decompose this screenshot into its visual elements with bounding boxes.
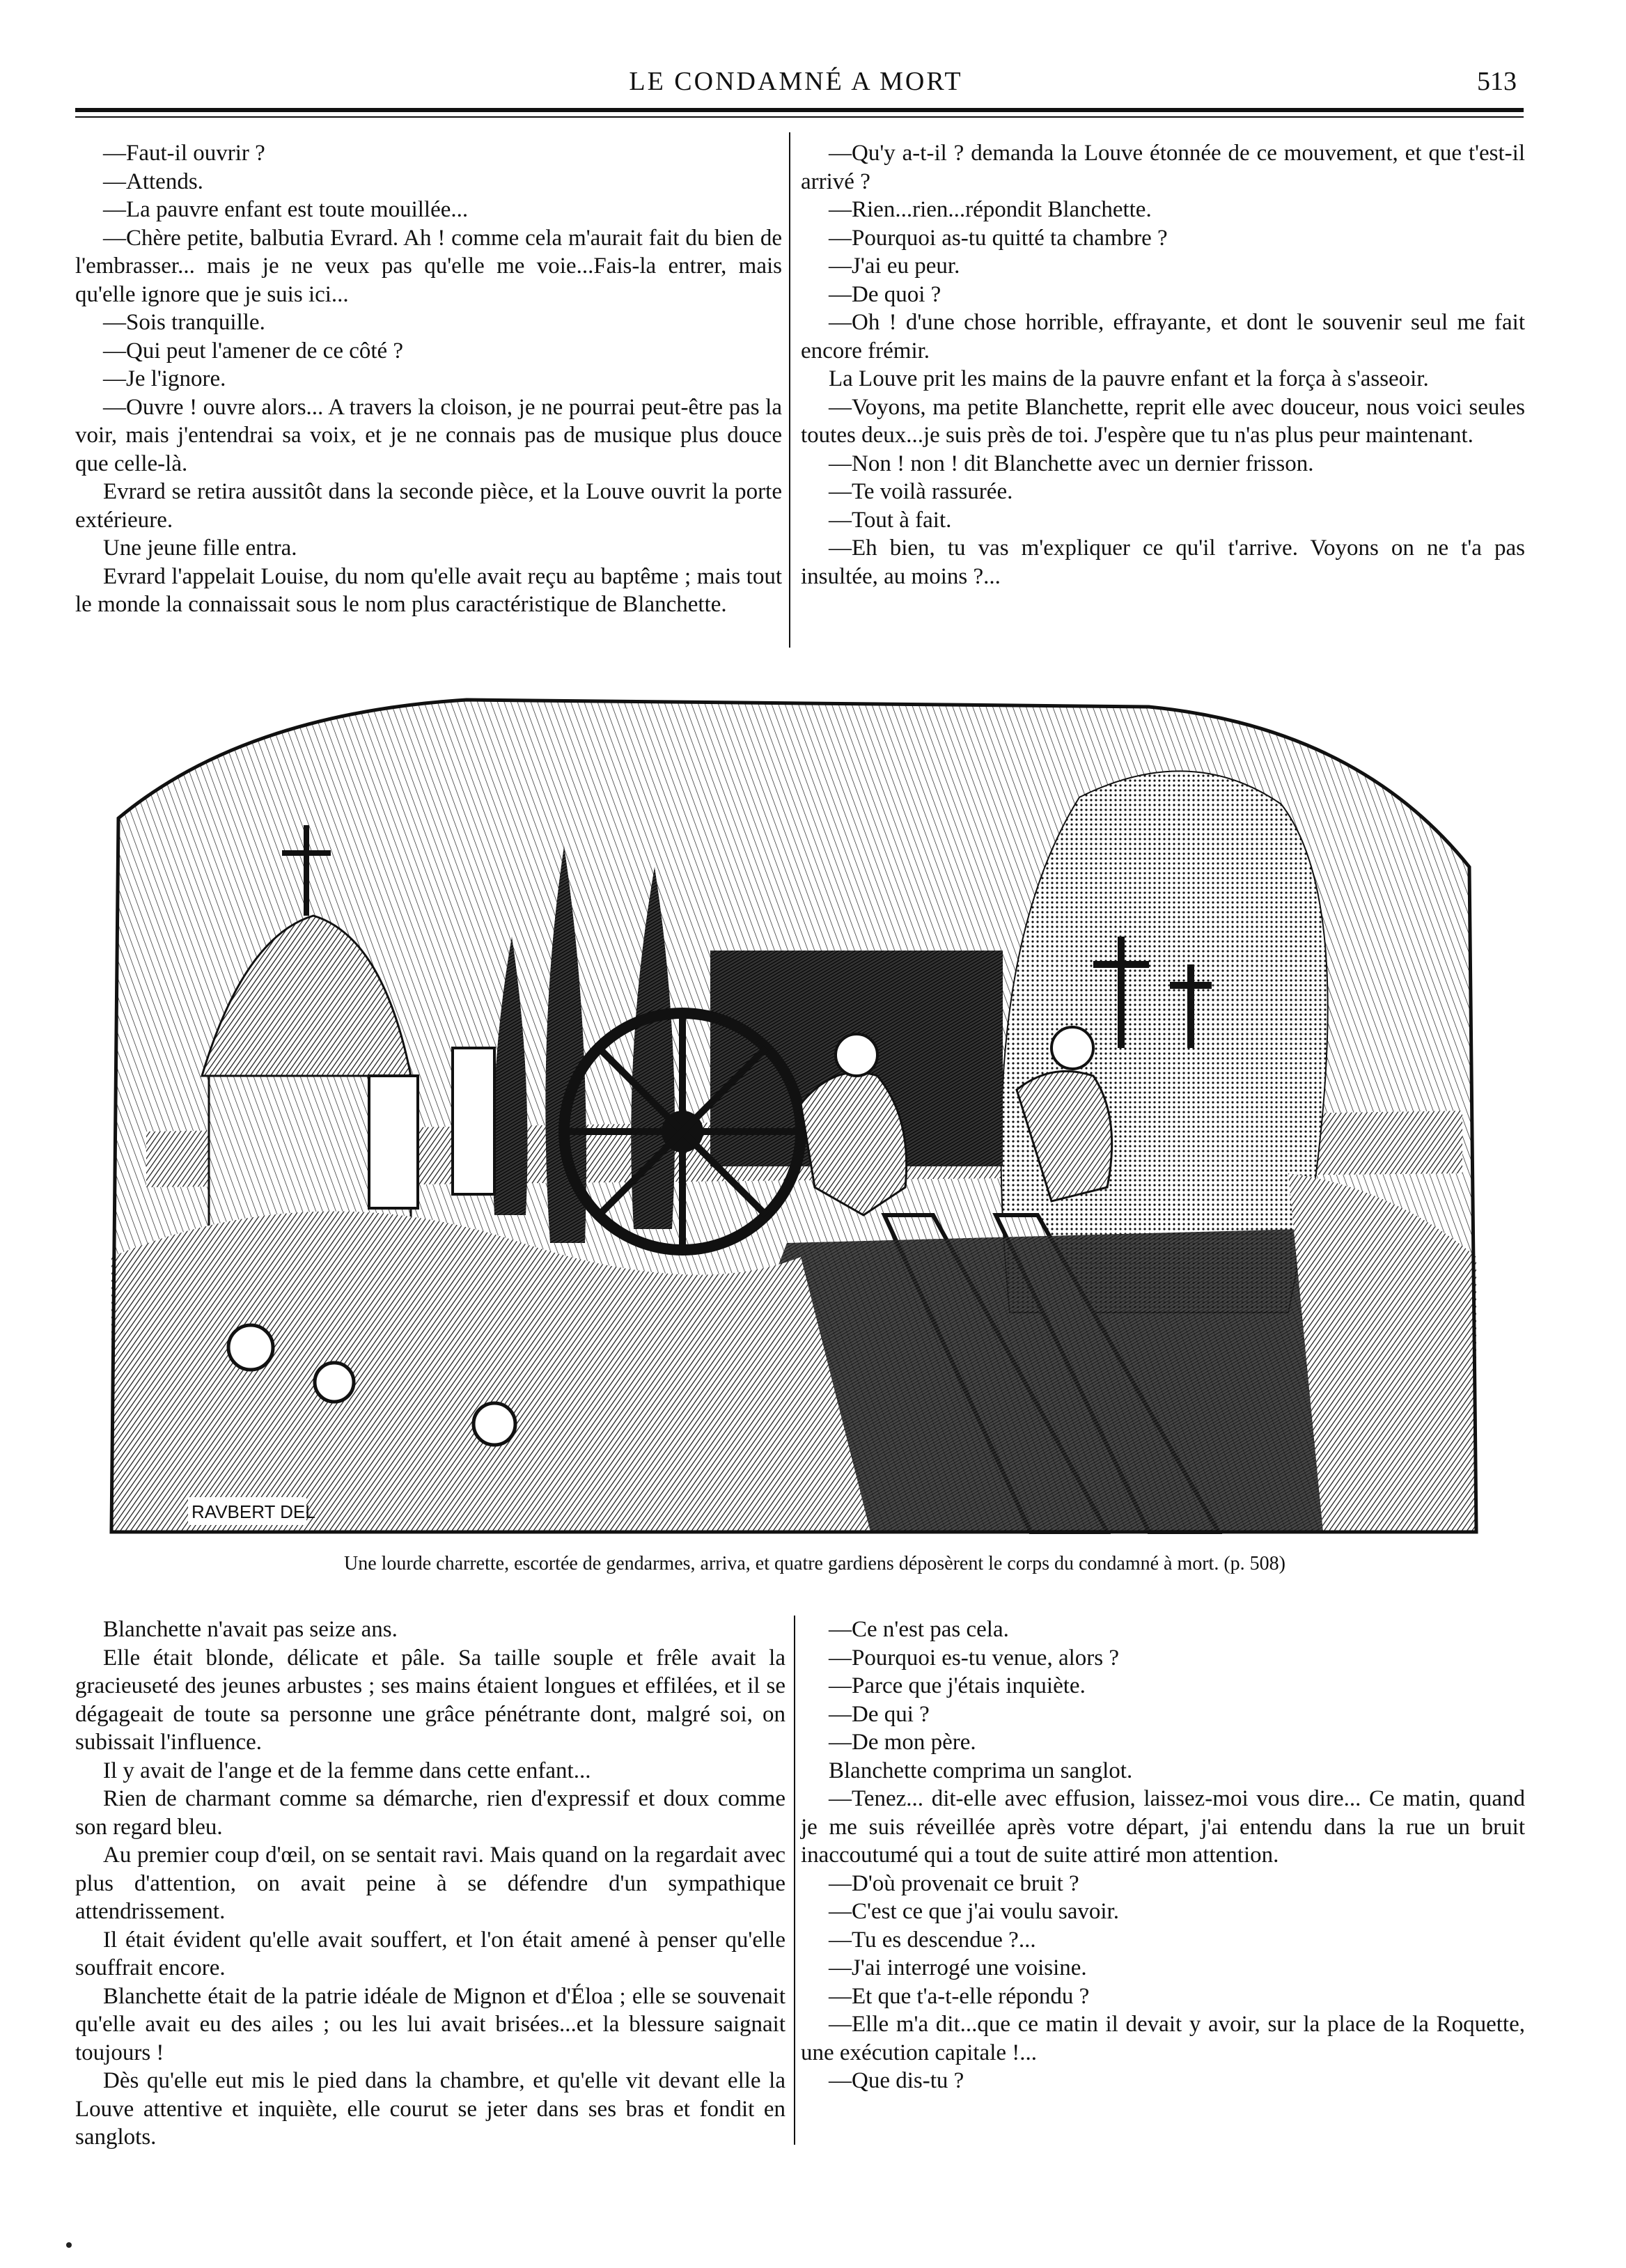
paragraph: —Pourquoi es-tu venue, alors ? (829, 1645, 1119, 1671)
paragraph: —De mon père. (829, 1730, 976, 1755)
paragraph: Il y avait de l'ange et de la femme dans cette enfant... (103, 1758, 591, 1783)
paragraph: —C'est ce que j'ai voulu savoir. (829, 1899, 1119, 1924)
header-rule-thin (75, 116, 1524, 118)
paragraph: —Attends. (103, 169, 203, 194)
column-divider-top (789, 132, 790, 648)
paragraph: —Parce que j'étais inquiète. (829, 1673, 1086, 1698)
paragraph: —Tenez... dit-elle avec effusion, laissez-moi vous dire... Ce matin, quand je me suis réveillée après votre départ, j'ai entendu dans la rue un bruit inaccoutumé qui a tout de suite attiré mon attention. (801, 1786, 1525, 1868)
paragraph: —J'ai eu peur. (829, 253, 960, 279)
paragraph: —Tout à fait. (829, 507, 952, 533)
paragraph: Blanchette était de la patrie idéale de Mignon et d'Éloa ; elle se souvenait qu'elle avait eu des ailes ; ou les lui avait brisées...et la blessure saignait toujours ! (75, 1983, 785, 2065)
paragraph: —Non ! non ! dit Blanchette avec un dernier frisson. (829, 451, 1314, 476)
page-header (75, 66, 1517, 108)
paragraph: —Pourquoi as-tu quitté ta chambre ? (829, 225, 1168, 251)
paragraph: —Tu es descendue ?... (829, 1927, 1036, 1953)
paragraph: —La pauvre enfant est toute mouillée... (103, 197, 469, 222)
paragraph: —Ouvre ! ouvre alors... A travers la cloison, je ne pourrai peut-être pas la voir, mais j'entendrai sa voix, et je ne connais pas de musique plus douce que celle-là. (75, 394, 782, 476)
paragraph: —Rien...rien...répondit Blanchette. (829, 197, 1152, 222)
paragraph: —Eh bien, tu vas m'expliquer ce qu'il t'arrive. Voyons on ne t'a pas insultée, au moins ?... (801, 535, 1525, 589)
paragraph: La Louve prit les mains de la pauvre enfant et la força à s'asseoir. (829, 366, 1429, 391)
paragraph: Evrard l'appelait Louise, du nom qu'elle avait reçu au baptême ; mais tout le monde la connaissait sous le nom plus caractéristique de Blanchette. (75, 563, 782, 617)
paragraph: —Oh ! d'une chose horrible, effrayante, et dont le souvenir seul me fait encore frémir. (801, 310, 1525, 363)
paragraph: Rien de charmant comme sa démarche, rien d'expressif et doux comme son regard bleu. (75, 1786, 785, 1840)
header-rule-thick (75, 108, 1524, 112)
column-top-left (75, 139, 782, 619)
paragraph: —J'ai interrogé une voisine. (829, 1955, 1087, 1980)
running-title: LE CONDAMNÉ A MORT (629, 67, 963, 96)
paragraph: Au premier coup d'œil, on se sentait ravi. Mais quand on la regardait avec plus d'attention, on avait peine à se défendre d'un sympathique attendrissement. (75, 1843, 785, 1924)
paragraph: —Qui peut l'amener de ce côté ? (103, 338, 404, 363)
column-divider-bottom (794, 1616, 795, 2145)
paragraph: —D'où provenait ce bruit ? (829, 1870, 1079, 1896)
paragraph: —Te voilà rassurée. (829, 479, 1013, 504)
paragraph: —Ce n'est pas cela. (829, 1617, 1009, 1642)
paragraph: —Faut-il ouvrir ? (103, 141, 265, 166)
paragraph: Elle était blonde, délicate et pâle. Sa taille souple et frêle avait la gracieuseté des jeunes arbustes ; ses mains étaient longues et effilées, et il se dégageait de toute sa personne une grâce pénétrante dont, malgré soi, on subissait l'influence. (75, 1645, 785, 1755)
page-number: 513 (1477, 67, 1517, 96)
paragraph: —Je l'ignore. (103, 366, 226, 391)
paragraph: Blanchette n'avait pas seize ans. (103, 1617, 398, 1642)
paragraph: —Elle m'a dit...que ce matin il devait y avoir, sur la place de la Roquette, une exécution capitale !... (801, 2012, 1525, 2065)
illustration-caption: Une lourde charrette, escortée de gendarmes, arriva, et quatre gardiens déposèrent le corps du condamné à mort. (p. 508) (344, 1553, 1285, 1574)
paragraph: —Que dis-tu ? (829, 2068, 964, 2093)
paragraph: Blanchette comprima un sanglot. (829, 1758, 1133, 1783)
paragraph: —De quoi ? (829, 281, 941, 307)
paragraph: Il était évident qu'elle avait souffert, et l'on était amené à penser qu'elle souffrait encore. (75, 1927, 785, 1980)
paragraph: Une jeune fille entra. (103, 535, 297, 561)
paragraph: —Qu'y a-t-il ? demanda la Louve étonnée de ce mouvement, et que t'est-il arrivé ? (801, 141, 1525, 194)
paragraph: —Chère petite, balbutia Evrard. Ah ! comme cela m'aurait fait du bien de l'embrasser... mais je ne veux pas qu'elle me voie...Fais-la entrer, mais qu'elle ignore que je suis ici... (75, 225, 782, 307)
column-top-right (801, 139, 1525, 591)
paragraph: —Et que t'a-t-elle répondu ? (829, 1983, 1090, 2009)
paragraph: —Sois tranquille. (103, 310, 265, 335)
column-bottom-right (801, 1616, 1525, 2095)
column-bottom-left (75, 1616, 785, 2152)
artist-signature: RAVBERT DEL (191, 1501, 315, 1522)
engraving-illustration (104, 686, 1490, 1539)
paragraph: —Voyons, ma petite Blanchette, reprit elle avec douceur, nous voici seules toutes deux...je suis près de toi. J'espère que tu n'as plus peur maintenant. (801, 394, 1525, 448)
paragraph: Dès qu'elle eut mis le pied dans la chambre, et qu'elle vit devant elle la Louve attentive et inquiète, elle courut se jeter dans ses bras et fondit en sanglots. (75, 2068, 785, 2150)
paragraph: Evrard se retira aussitôt dans la seconde pièce, et la Louve ouvrit la porte extérieure. (75, 479, 782, 533)
paragraph: —De qui ? (829, 1701, 930, 1727)
ink-speck (66, 2242, 72, 2248)
